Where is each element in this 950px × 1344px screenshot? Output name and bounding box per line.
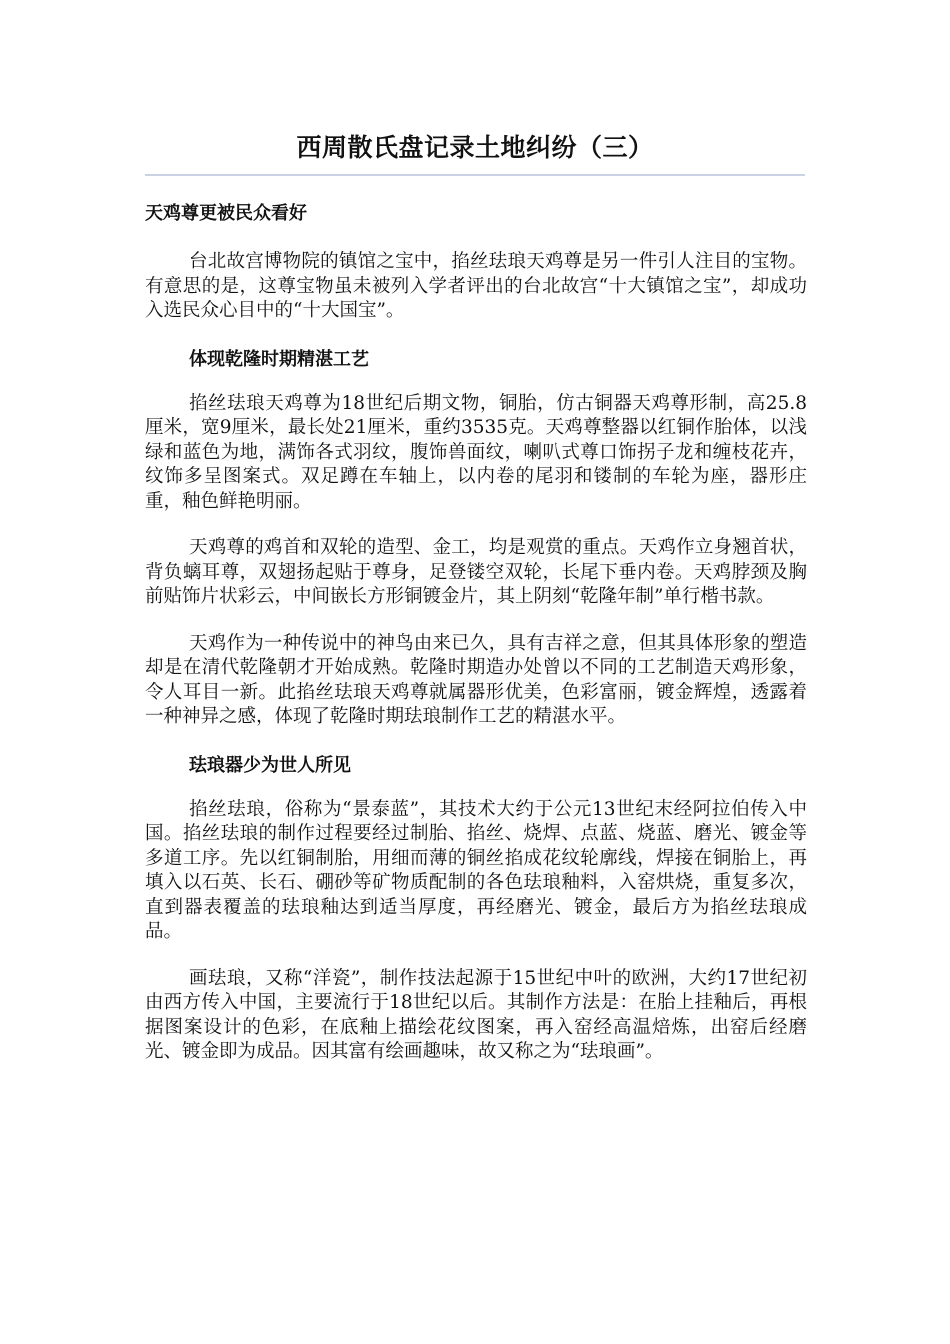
paragraph: 天鸡作为一种传说中的神鸟由来已久，具有吉祥之意，但其具体形象的塑造却是在清代乾隆朝才开始成熟。乾隆时期造办处曾以不同的工艺制造天鸡形象，令人耳目一新。此掐丝珐琅天鸡尊就属器形优美，色彩富丽，镀金辉煌，透露着一种神异之感，体现了乾隆时期珐琅制作工艺的精湛水平。 [145, 632, 807, 727]
paragraph: 掐丝珐琅，俗称为“景泰蓝”，其技术大约于公元13世纪末经阿拉伯传入中国。掐丝珐琅的制作过程要经过制胎、掐丝、烧焊、点蓝、烧蓝、磨光、镀金等多道工序。先以红铜制胎，用细而薄的铜丝掐成花纹轮廓线，焊接在铜胎上，再填入以石英、长石、硼砂等矿物质配制的各色珐琅釉料，入窑烘烧，重复多次，直到器表覆盖的珐琅釉达到适当厚度，再经磨光、镀金，最后方为掐丝珐琅成品。 [145, 798, 807, 942]
paragraph: 掐丝珐琅天鸡尊为18世纪后期文物，铜胎，仿古铜器天鸡尊形制，高25.8厘米，宽9厘米，最长处21厘米，重约3535克。天鸡尊整器以红铜作胎体，以浅绿和蓝色为地，满饰各式羽纹，腹饰兽面纹，喇叭式尊口饰拐子龙和缠枝花卉，纹饰多呈图案式。双足蹲在车轴上，以内卷的尾羽和镂制的车轮为座，器形庄重，釉色鲜艳明丽。 [145, 392, 807, 512]
paragraph: 天鸡尊的鸡首和双轮的造型、金工，均是观赏的重点。天鸡作立身翘首状，背负螭耳尊，双翅扬起贴于尊身，足登镂空双轮，长尾下垂内卷。天鸡脖颈及胸前贴饰片状彩云，中间嵌长方形铜镀金片，其上阴刻“乾隆年制”单行楷书款。 [145, 537, 807, 607]
document-body [145, 200, 807, 1087]
title-divider [145, 174, 805, 176]
paragraph: 画珐琅，又称“洋瓷”，制作技法起源于15世纪中叶的欧洲，大约17世纪初由西方传入中国，主要流行于18世纪以后。其制作方法是：在胎上挂釉后，再根据图案设计的色彩，在底釉上描绘花纹图案，再入窑经高温焙炼，出窑后经磨光、镀金即为成品。因其富有绘画趣味，故又称之为“珐琅画”。 [145, 967, 807, 1062]
subheading: 珐琅器少为世人所见 [189, 754, 351, 776]
section-heading: 天鸡尊更被民众看好 [145, 203, 307, 224]
paragraph: 台北故宫博物院的镇馆之宝中，掐丝珐琅天鸡尊是另一件引人注目的宝物。有意思的是，这尊宝物虽未被列入学者评出的台北故宫“十大镇馆之宝”，却成功入选民众心目中的“十大国宝”。 [145, 251, 807, 321]
document-title: 西周散氏盘记录土地纠纷（三） [296, 133, 654, 162]
subheading: 体现乾隆时期精湛工艺 [189, 348, 369, 370]
